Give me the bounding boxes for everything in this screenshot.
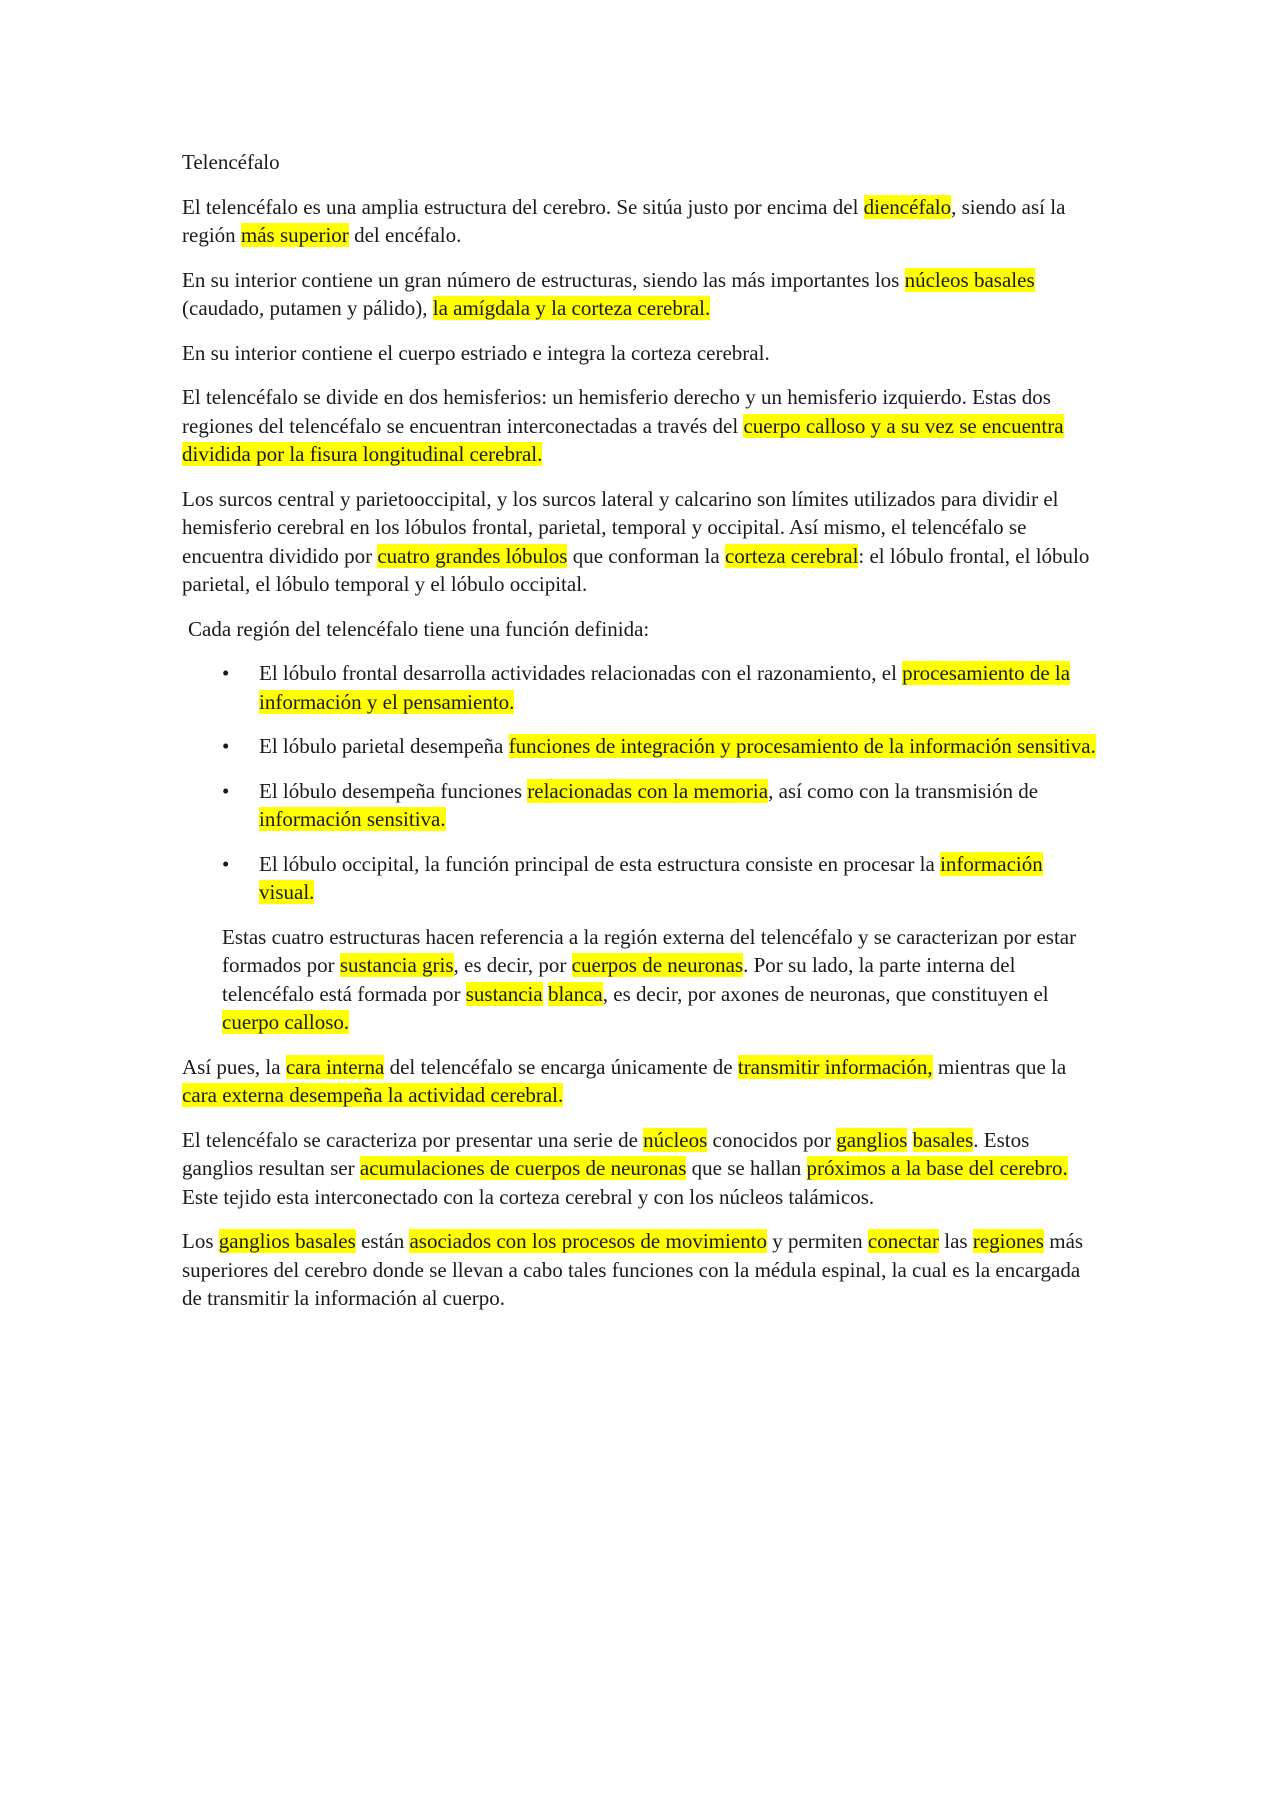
- highlighted-text: sustancia gris: [339, 953, 454, 977]
- text-run: del encéfalo.: [348, 223, 462, 247]
- text-run: Este tejido esta interconectado con la corteza cerebral y con los núcleos talámicos.: [182, 1184, 875, 1209]
- text-run: más superiores del cerebro donde se llevan a cabo tales funciones con la médula espinal, la cual es la encargada de transmitir la información al cuerpo.: [182, 1229, 1084, 1310]
- highlighted-text: cara externa desempeña la actividad cerebral.: [182, 1083, 564, 1107]
- text-run: El lóbulo frontal desarrolla actividades relacionadas con el razonamiento, el: [259, 661, 903, 685]
- highlighted-text: núcleos basales: [904, 267, 1035, 292]
- paragraph: [182, 1126, 1100, 1212]
- bullet-icon: •: [222, 851, 230, 876]
- text-run: El telencéfalo es una amplia estructura del cerebro. Se sitúa justo por encima del: [182, 194, 864, 219]
- highlighted-text: cuerpo calloso.: [222, 1010, 350, 1034]
- paragraph: [182, 266, 1100, 323]
- highlighted-text: cara interna: [285, 1054, 385, 1079]
- text-run: . Por su lado, la parte interna del telencéfalo está formada por: [222, 953, 1016, 1006]
- highlighted-text: transmitir información,: [737, 1054, 933, 1079]
- highlighted-text: información visual.: [259, 851, 1043, 904]
- highlighted-text: ganglios basales: [218, 1229, 356, 1253]
- highlighted-text: blanca: [547, 981, 603, 1006]
- text-run: Estas cuatro estructuras hacen referencia a la región externa del telencéfalo y se caracterizan por estar formados por: [222, 924, 1077, 977]
- paragraph: [182, 1053, 1100, 1110]
- text-run: están: [355, 1229, 410, 1253]
- highlighted-text: sustancia: [465, 981, 543, 1006]
- list-item: [182, 732, 1100, 761]
- text-run: del telencéfalo se encarga únicamente de: [384, 1054, 738, 1079]
- text-run: (caudado, putamen y pálido),: [182, 296, 433, 320]
- text-run: las: [939, 1229, 973, 1253]
- text-run: , así como con la transmisión de: [768, 778, 1039, 803]
- text-run: que conforman la: [567, 543, 725, 568]
- text-run: Los: [182, 1229, 219, 1253]
- list-item-text: [259, 734, 1096, 758]
- text-run: : el lóbulo frontal, el lóbulo parietal, el lóbulo temporal y el lóbulo occipital.: [182, 543, 1090, 596]
- text-run: Así pues, la: [182, 1054, 286, 1079]
- highlighted-text: acumulaciones de cuerpos de neuronas: [359, 1156, 687, 1180]
- paragraph: [182, 383, 1100, 469]
- list-item: [182, 659, 1100, 716]
- bullet-icon: •: [222, 778, 230, 803]
- text-run: En su interior contiene el cuerpo estriado e integra la corteza cerebral.: [182, 340, 770, 365]
- bullet-icon: •: [222, 734, 230, 758]
- text-run: conocidos por: [707, 1127, 837, 1152]
- highlighted-text: información sensitiva.: [259, 807, 446, 831]
- list-item-text: [259, 852, 1043, 905]
- highlighted-text: cuerpo calloso y a su vez se encuentra dividida por la fisura longitudinal cerebral.: [182, 413, 1064, 466]
- paragraph: [182, 485, 1100, 599]
- highlighted-text: núcleos: [643, 1127, 708, 1152]
- text-run: que se hallan: [686, 1156, 807, 1180]
- highlighted-text: ganglios: [836, 1127, 908, 1152]
- paragraph: [182, 193, 1100, 250]
- text-run: El lóbulo desempeña funciones: [259, 778, 528, 803]
- highlighted-text: próximos a la base del cerebro.: [806, 1156, 1068, 1180]
- highlighted-text: cuatro grandes lóbulos: [377, 543, 568, 568]
- text-run: , siendo así la región: [182, 194, 1066, 247]
- list-item-text: [259, 779, 1038, 832]
- bullet-list: [182, 659, 1100, 907]
- text-run: El telencéfalo se divide en dos hemisferios: un hemisferio derecho y un hemisferio izquierdo. Estas dos regiones del telencéfalo se encuentran interconectadas a través del: [182, 385, 1051, 438]
- paragraph: [182, 339, 1100, 368]
- text-run: El lóbulo occipital, la función principal de esta estructura consiste en procesar la: [259, 851, 941, 876]
- text-run: El lóbulo parietal desempeña: [259, 734, 509, 758]
- text-run: [907, 1128, 912, 1152]
- list-item: [182, 850, 1100, 907]
- list-item-text: [259, 661, 1070, 714]
- text-run: Los surcos central y parietooccipital, y los surcos lateral y calcarino son límites utilizados para dividir el hemisferio cerebral en los lóbulos frontal, parietal, temporal y occipital. Así mismo, el telencéfalo se encuentra dividido por: [182, 486, 1059, 568]
- text-run: , es decir, por axones de neuronas, que constituyen el: [602, 981, 1049, 1006]
- highlighted-text: funciones de integración y procesamiento de la información sensitiva.: [508, 734, 1096, 758]
- highlighted-text: corteza cerebral: [724, 543, 859, 568]
- highlighted-text: basales: [912, 1127, 974, 1152]
- text-run: En su interior contiene un gran número de estructuras, siendo las más importantes los: [182, 267, 905, 292]
- text-run: . Estos ganglios resultan ser: [182, 1127, 1030, 1180]
- highlighted-text: diencéfalo: [863, 194, 952, 219]
- text-run: El telencéfalo se caracteriza por presentar una serie de: [182, 1127, 644, 1152]
- text-run: , es decir, por: [453, 953, 572, 977]
- highlighted-text: más superior: [240, 223, 349, 247]
- text-run: mientras que la: [932, 1054, 1067, 1079]
- indented-paragraph: [182, 923, 1100, 1037]
- list-intro: Cada región del telencéfalo tiene una función definida:: [188, 616, 650, 641]
- highlighted-text: la amígdala y la corteza cerebral.: [432, 296, 711, 320]
- highlighted-text: procesamiento de la información y el pensamiento.: [259, 661, 1071, 714]
- highlighted-text: relacionadas con la memoria: [527, 778, 769, 803]
- highlighted-text: cuerpos de neuronas: [571, 953, 744, 977]
- list-item: [182, 777, 1100, 834]
- highlighted-text: conectar: [867, 1229, 939, 1253]
- highlighted-text: regiones: [972, 1229, 1044, 1253]
- paragraph: [182, 1227, 1100, 1313]
- bullet-icon: •: [222, 661, 230, 685]
- text-run: y permiten: [766, 1229, 868, 1253]
- document-title: Telencéfalo: [182, 150, 280, 174]
- highlighted-text: asociados con los procesos de movimiento: [409, 1229, 767, 1253]
